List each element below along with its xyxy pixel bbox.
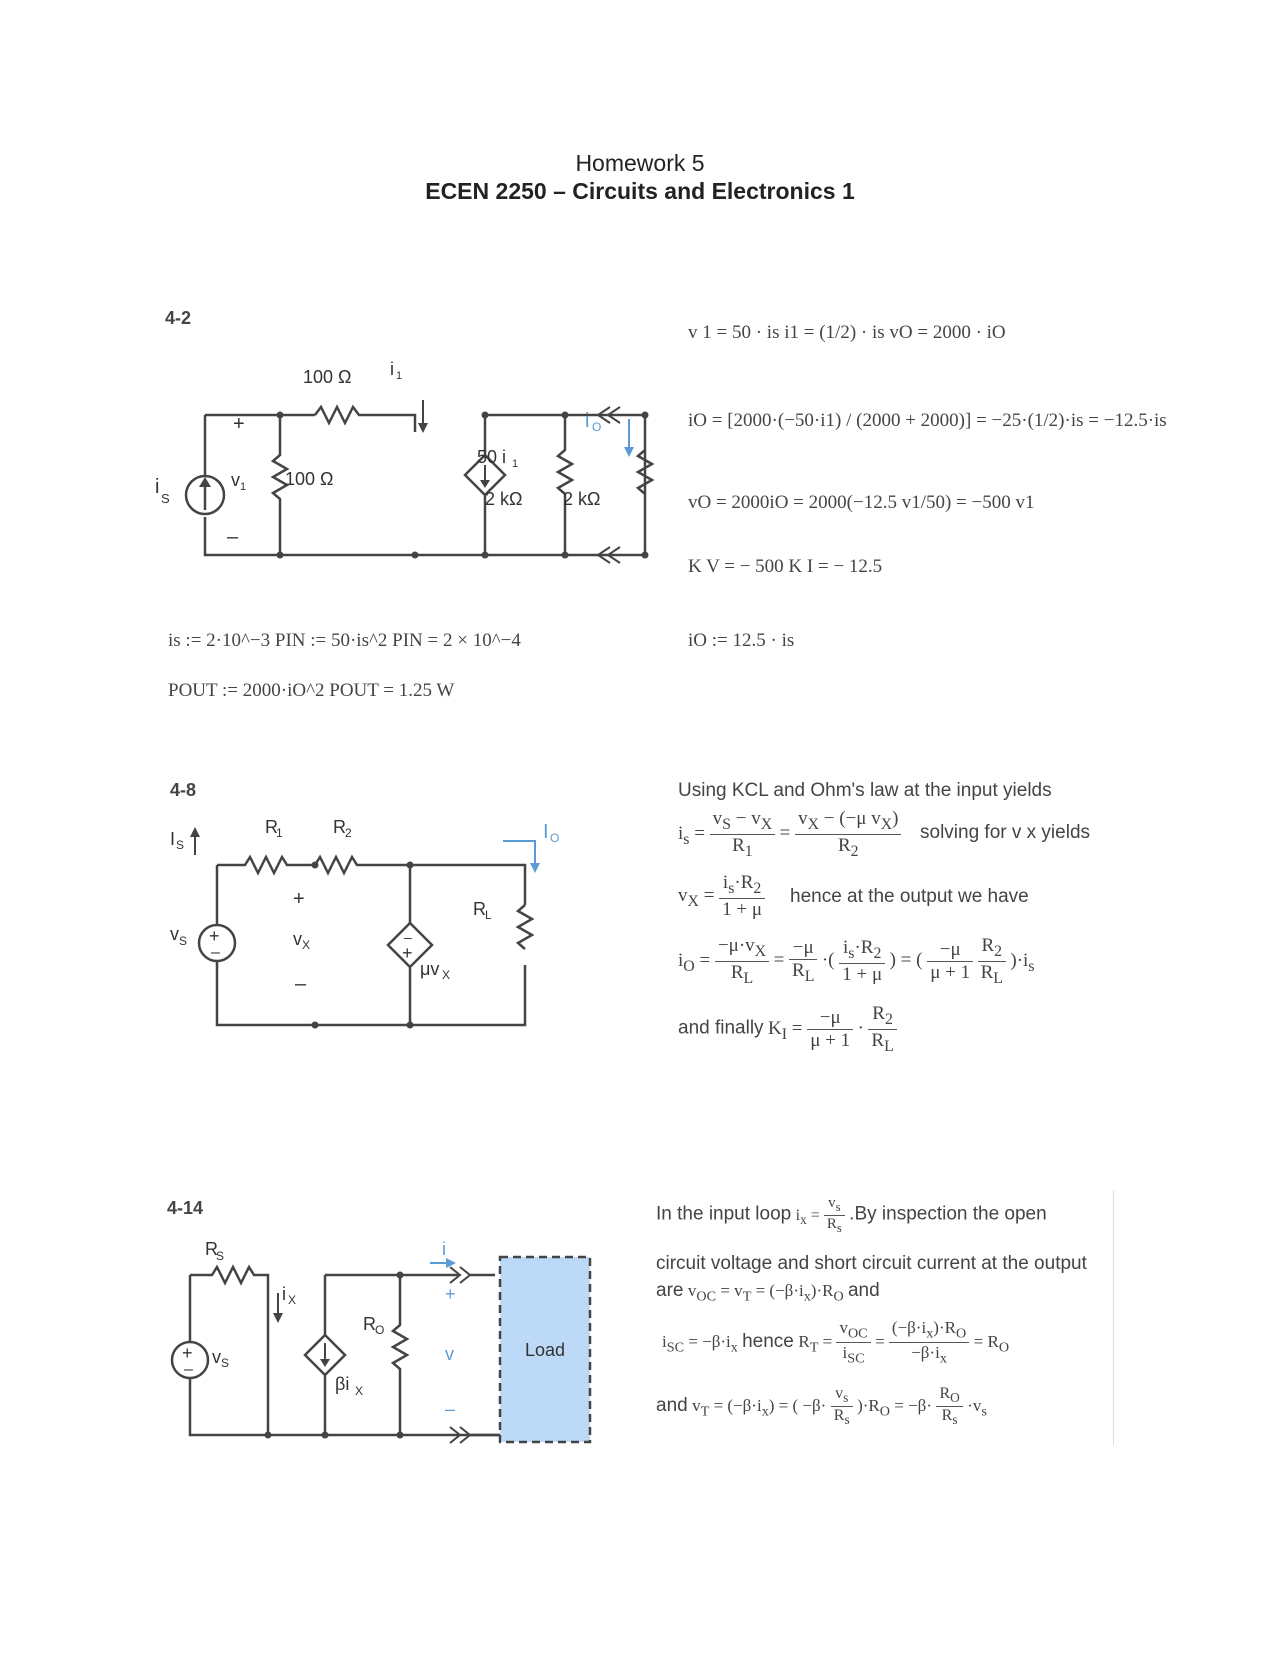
svg-text:–: – bbox=[404, 929, 412, 945]
eq-4-14-p3: are $v_{OC} = v_T = (-\beta\cdot i_x)\cdot R_O$ and bbox=[656, 1280, 880, 1305]
divider bbox=[1113, 1190, 1114, 1445]
homework-title: Homework 5 bbox=[575, 150, 705, 176]
svg-text:R: R bbox=[333, 817, 346, 837]
svg-text:v: v bbox=[231, 470, 240, 490]
svg-text:+: + bbox=[402, 943, 413, 963]
svg-text:X: X bbox=[442, 968, 451, 982]
svg-text:I: I bbox=[170, 829, 176, 849]
svg-text:1: 1 bbox=[240, 481, 247, 493]
svg-text:–: – bbox=[295, 973, 307, 995]
r2-label: 100 Ω bbox=[285, 469, 334, 489]
svg-text:2: 2 bbox=[345, 826, 352, 840]
svg-text:O: O bbox=[592, 420, 602, 434]
svg-text:v: v bbox=[293, 929, 302, 949]
svg-text:+: + bbox=[293, 888, 305, 910]
svg-text:1: 1 bbox=[512, 458, 519, 470]
eq-4-14-vt: and $v_T = (-\beta\cdot i_x)$ = ( −β· $\frac{v_s}{R_s}$ )$\cdot R_O = -\beta\cdot$ $\frac{R_O}{R_s}$ $\cdot v_s$ bbox=[656, 1385, 987, 1428]
svg-text:O: O bbox=[550, 831, 560, 845]
svg-text:–: – bbox=[211, 944, 220, 961]
circuit-4-2 bbox=[155, 355, 665, 595]
svg-text:i: i bbox=[282, 1284, 286, 1304]
text-4-14-p2: circuit voltage and short circuit current at the output bbox=[656, 1253, 1087, 1274]
eq-4-2-line2: iO = [2000·(−50·i1) / (2000 + 2000)] = −25·(1/2)·is = −12.5·is bbox=[688, 410, 1167, 431]
eq-4-8-is: $i_s$ = $\frac{v_S - v_X}{R_1}$ = $\frac{v_X - (-\mu v_X)}{R_2}$ bbox=[678, 808, 901, 861]
load-box-label: Load bbox=[524, 1340, 566, 1360]
svg-text:i: i bbox=[585, 410, 590, 432]
svg-text:βi: βi bbox=[335, 1374, 350, 1394]
text-4-8-intro: Using KCL and Ohm's law at the input yields bbox=[678, 780, 1052, 801]
eq-4-2-line1: v 1 = 50 · is i1 = (1/2) · is vO = 2000 · iO bbox=[688, 322, 1006, 343]
svg-text:S: S bbox=[221, 1356, 230, 1370]
problem-label-4-2: 4-2 bbox=[165, 308, 192, 328]
svg-text:S: S bbox=[216, 1249, 225, 1263]
svg-text:1: 1 bbox=[396, 370, 403, 382]
svg-text:X: X bbox=[288, 1293, 297, 1307]
svg-text:i: i bbox=[442, 1239, 446, 1259]
svg-text:v: v bbox=[212, 1347, 221, 1367]
svg-text:2 kΩ: 2 kΩ bbox=[485, 489, 523, 509]
eq-4-14-p1: In the input loop $i_x$ = $\frac{v_s}{R_s}$ .By inspection the open bbox=[656, 1195, 1047, 1235]
svg-text:+: + bbox=[182, 1343, 193, 1363]
svg-text:–: – bbox=[227, 526, 239, 548]
svg-text:i: i bbox=[155, 476, 160, 498]
svg-text:I: I bbox=[543, 821, 549, 843]
circuit-4-14 bbox=[160, 1225, 600, 1450]
problem-label-4-14: 4-14 bbox=[167, 1198, 204, 1218]
svg-text:+: + bbox=[445, 1284, 456, 1304]
svg-text:–: – bbox=[445, 1399, 456, 1419]
svg-text:X: X bbox=[355, 1384, 364, 1398]
eq-4-8-io: $i_O$ = $\frac{-\mu\cdot v_X}{R_L}$ = $\frac{-\mu}{R_L}$ ·( $\frac{i_s\cdot R_2}{1 + \mu}$ ) = ( $\frac{-\mu}{\mu + 1}$ $\frac{R_2}{R_L}$ )$\cdot i_s$ bbox=[678, 935, 1035, 987]
svg-text:i: i bbox=[390, 359, 394, 379]
svg-text:2 kΩ: 2 kΩ bbox=[563, 489, 601, 509]
svg-text:O: O bbox=[375, 1323, 385, 1337]
eq-4-8-vx: $v_X$ = $\frac{i_s\cdot R_2}{1 + \mu}$ bbox=[678, 872, 765, 921]
svg-text:+: + bbox=[209, 926, 220, 946]
svg-text:v: v bbox=[170, 924, 179, 944]
eq-4-2-line6: iO := 12.5 · is bbox=[688, 630, 795, 651]
text-4-8-hence: hence at the output we have bbox=[790, 886, 1029, 907]
svg-text:50 i: 50 i bbox=[477, 447, 507, 467]
svg-text:S: S bbox=[179, 934, 188, 948]
svg-text:R: R bbox=[363, 1314, 376, 1334]
svg-text:μv: μv bbox=[420, 959, 440, 979]
text-4-8-solving: solving for v x yields bbox=[920, 822, 1091, 843]
svg-text:R: R bbox=[473, 899, 486, 919]
svg-text:–: – bbox=[184, 1361, 193, 1378]
eq-4-8-ki: and finally $K_I$ = $\frac{-\mu}{\mu + 1}$ · $\frac{R_2}{R_L}$ bbox=[678, 1003, 897, 1056]
svg-text:S: S bbox=[176, 838, 185, 852]
eq-4-2-line5: is := 2·10^−3 PIN := 50·is^2 PIN = 2 × 10^−4 bbox=[168, 630, 521, 651]
svg-text:v: v bbox=[445, 1344, 454, 1364]
problem-label-4-8: 4-8 bbox=[170, 780, 197, 800]
svg-text:+: + bbox=[233, 413, 245, 435]
svg-text:S: S bbox=[161, 491, 170, 506]
svg-text:R: R bbox=[205, 1239, 218, 1259]
svg-text:X: X bbox=[302, 938, 311, 952]
circuit-4-8 bbox=[165, 805, 585, 1045]
svg-text:R: R bbox=[265, 817, 278, 837]
svg-text:L: L bbox=[485, 908, 492, 922]
r1-label: 100 Ω bbox=[303, 367, 352, 387]
eq-4-2-line4: K V = − 500 K I = − 12.5 bbox=[688, 556, 883, 577]
eq-4-2-line7: POUT := 2000·iO^2 POUT = 1.25 W bbox=[168, 680, 455, 701]
eq-4-14-rt: $i_{SC} = -\beta\cdot i_x$ hence $R_T$ = $\frac{v_{OC}}{i_{SC}}$ = $\frac{(-\beta\cdot i_x)\cdot R_O}{-\beta\cdot i_x}$ = $R_O$ bbox=[662, 1318, 1010, 1367]
svg-text:1: 1 bbox=[276, 826, 283, 840]
eq-4-2-line3: vO = 2000iO = 2000(−12.5 v1/50) = −500 v1 bbox=[688, 492, 1035, 513]
course-title: ECEN 2250 – Circuits and Electronics 1 bbox=[425, 178, 855, 204]
